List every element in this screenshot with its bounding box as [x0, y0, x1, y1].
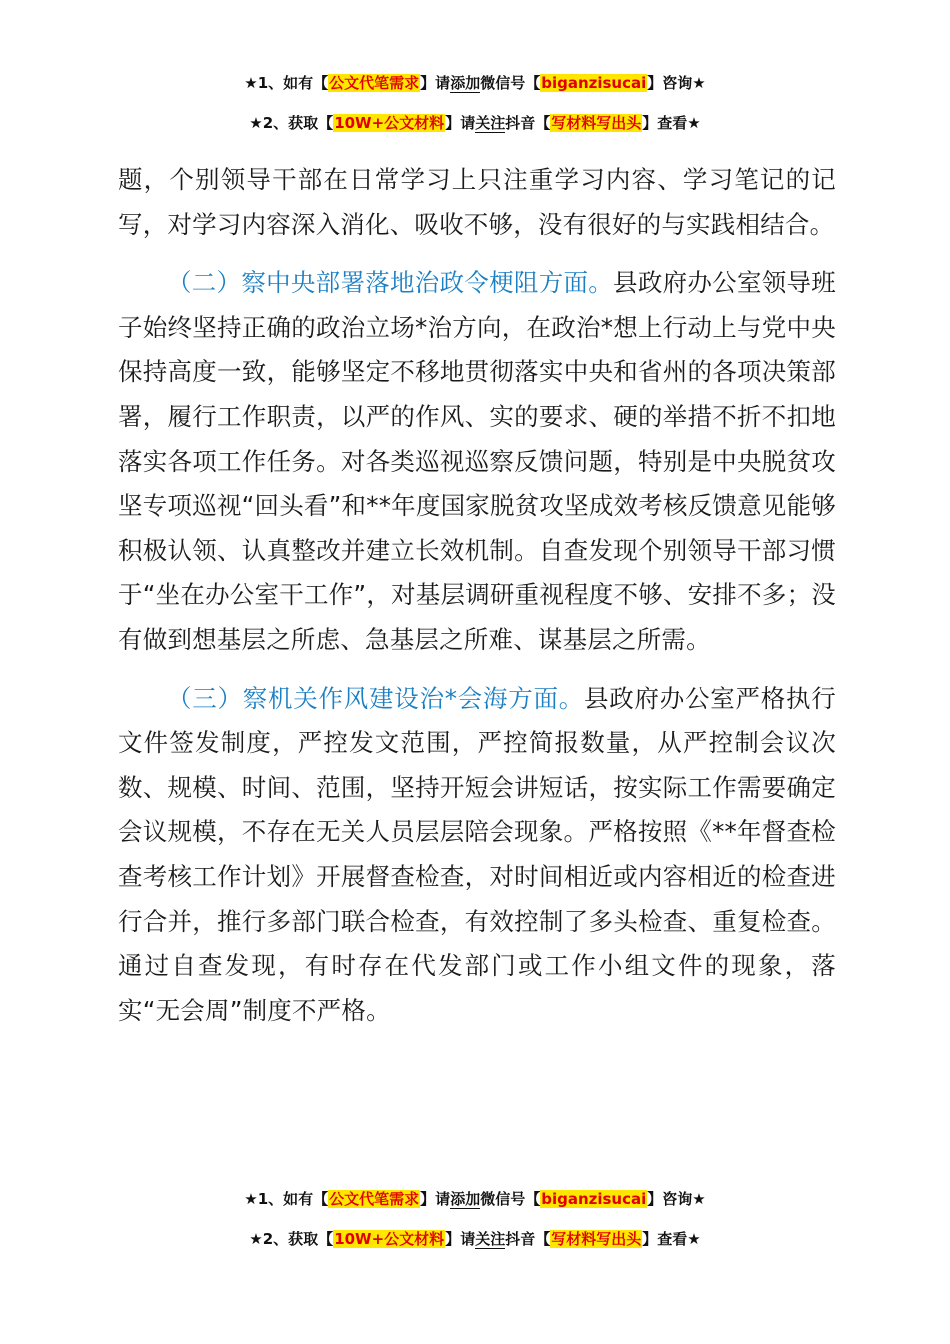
- banner-text: 】请: [445, 114, 476, 132]
- section-3-text: 县政府办公室严格执行文件签发制度，严控发文范围，严控简报数量，从严控制会议次数、规模、时间、范围，坚持开短会讲短话，按实际工作需要确定会议规模，不存在无关人员层层陪会现象。严格按照《**年督查检查考核工作计划》开展督查检查，对时间相近或内容相近的检查进行合并，推行多部门联合检查，有效控制了多头检查、重复检查。通过自查发现，有时存在代发部门或工作小组文件的现象，落实“无会周”制度不严格。: [118, 683, 836, 1025]
- banner-text: 】请: [420, 74, 451, 92]
- banner-text: 】查看★: [642, 114, 701, 132]
- banner-text: 抖音【: [505, 1230, 551, 1248]
- paragraph-section-2: [118, 261, 836, 662]
- banner-highlight-service: 公文代笔需求: [329, 74, 420, 92]
- banner-underline-add: 添加: [450, 74, 481, 92]
- banner-underline-follow: 关注: [475, 114, 506, 132]
- banner-text: 】请: [420, 1190, 451, 1208]
- banner-underline-add: 添加: [450, 1190, 481, 1208]
- banner-highlight-douyin: 写材料写出头: [551, 114, 642, 132]
- banner-text: 】咨询★: [647, 1190, 706, 1208]
- banner-text: 微信号【: [480, 74, 541, 92]
- bottom-banner-line-1: [0, 1188, 950, 1209]
- banner-text: ★2、获取【: [249, 1230, 334, 1248]
- paragraph-continuation: 题，个别领导干部在日常学习上只注重学习内容、学习笔记的记写，对学习内容深入消化、吸收不够，没有很好的与实践相结合。: [118, 165, 836, 239]
- paragraph-section-3: [118, 677, 836, 1034]
- top-banner-line-2: [0, 112, 950, 133]
- banner-highlight-wechat-id: biganzisucai: [541, 74, 647, 92]
- banner-text: ★1、如有【: [244, 1190, 329, 1208]
- banner-highlight-service: 公文代笔需求: [329, 1190, 420, 1208]
- section-2-heading: （二）察中央部署落地治政令梗阻方面。: [167, 268, 614, 298]
- section-3-heading: （三）察机关作风建设治*会海方面。: [167, 683, 585, 713]
- banner-text: 】查看★: [642, 1230, 701, 1248]
- banner-text: 】咨询★: [647, 74, 706, 92]
- section-2-text: 县政府办公室领导班子始终坚持正确的政治立场*治方向，在政治*想上行动上与党中央保持高度一致，能够坚定不移地贯彻落实中央和省州的各项决策部署，履行工作职责，以严的作风、实的要求、硬的举措不折不扣地落实各项工作任务。对各类巡视巡察反馈问题，特别是中央脱贫攻坚专项巡视“回头看”和**年度国家脱贫攻坚成效考核反馈意见能够积极认领、认真整改并建立长效机制。自查发现个别领导干部习惯于“坐在办公室干工作”，对基层调研重视程度不够、安排不多；没有做到想基层之所虑、急基层之所难、谋基层之所需。: [118, 268, 836, 654]
- banner-underline-follow: 关注: [475, 1230, 506, 1248]
- top-banner-line-1: [0, 72, 950, 93]
- banner-text: 】请: [445, 1230, 476, 1248]
- banner-text: ★2、获取【: [249, 114, 334, 132]
- bottom-banner-line-2: [0, 1228, 950, 1249]
- banner-highlight-materials: 10W+公文材料: [334, 1230, 445, 1248]
- banner-highlight-wechat-id: biganzisucai: [541, 1190, 647, 1208]
- document-body: [118, 158, 836, 1033]
- banner-highlight-materials: 10W+公文材料: [334, 114, 445, 132]
- banner-highlight-douyin: 写材料写出头: [551, 1230, 642, 1248]
- banner-text: 微信号【: [480, 1190, 541, 1208]
- banner-text: ★1、如有【: [244, 74, 329, 92]
- banner-text: 抖音【: [505, 114, 551, 132]
